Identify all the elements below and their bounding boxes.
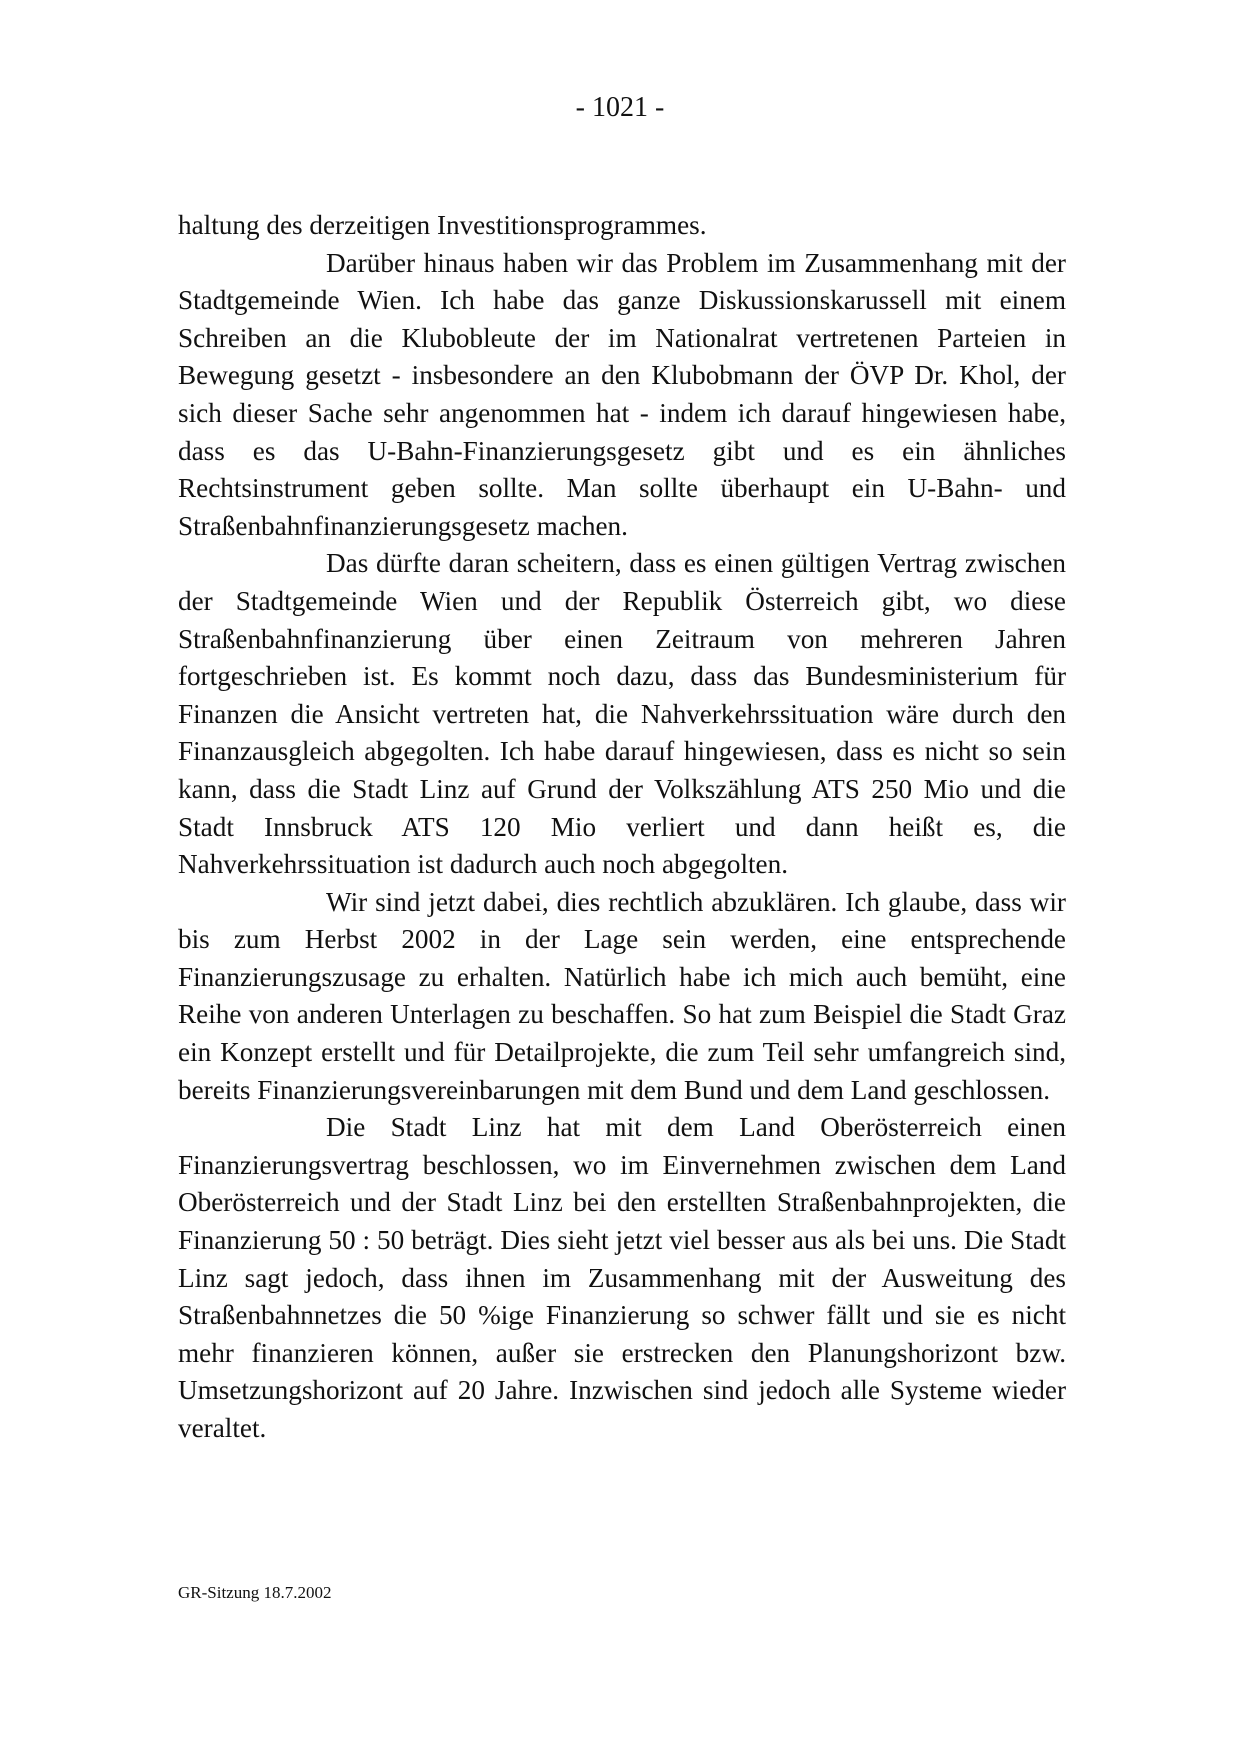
paragraph: Die Stadt Linz hat mit dem Land Oberösterreich einen Finanzierungsvertrag beschlossen, wo im Einvernehmen zwischen dem Land Oberösterreich und der Stadt Linz bei den erstellten Straßenbahnprojekten, die Finanzierung 50 : 50 beträgt. Dies sieht jetzt viel besser aus als bei uns. Die Stadt Linz sagt jedoch, dass ihnen im Zusammenhang mit der Ausweitung des Straßenbahnnetzes die 50 %ige Finanzierung so schwer fällt und sie es nicht mehr finanzieren können, außer sie erstrecken den Planungshorizont bzw. Umsetzungshorizont auf 20 Jahre. Inzwischen sind jedoch alle Systeme wieder veraltet. (178, 1112, 1066, 1443)
paragraph: Darüber hinaus haben wir das Problem im Zusammenhang mit der Stadtgemeinde Wien. Ich habe das ganze Diskussionskarussell mit einem Schreiben an die Klubobleute der im Nationalrat vertretenen Parteien in Bewegung gesetzt - insbesondere an den Klubobmann der ÖVP Dr. Khol, der sich dieser Sache sehr angenommen hat - indem ich darauf hingewiesen habe, dass es das U-Bahn-Finanzierungsgesetz gibt und es ein ähnliches Rechtsinstrument geben sollte. Man sollte überhaupt ein U-Bahn- und Straßenbahnfinanzierungsgesetz machen. (178, 247, 1066, 541)
paragraph: Das dürfte daran scheitern, dass es einen gültigen Vertrag zwischen der Stadtgemeinde Wien und der Republik Österreich gibt, wo diese Straßenbahnfinanzierung über einen Zeitraum von mehreren Jahren fortgeschrieben ist. Es kommt noch dazu, dass das Bundesministerium für Finanzen die Ansicht vertreten hat, die Nahverkehrssituation wäre durch den Finanzausgleich abgegolten. Ich habe darauf hingewiesen, dass es nicht so sein kann, dass die Stadt Linz auf Grund der Volkszählung ATS 250 Mio und die Stadt Innsbruck ATS 120 Mio verliert und dann heißt es, die Nahverkehrssituation ist dadurch auch noch abgegolten. (178, 548, 1066, 880)
paragraph: Wir sind jetzt dabei, dies rechtlich abzuklären. Ich glaube, dass wir bis zum Herbst 2002 in der Lage sein werden, eine entsprechende Finanzierungszusage zu erhalten. Natürlich habe ich mich auch bemüht, eine Reihe von anderen Unterlagen zu beschaffen. So hat zum Beispiel die Stadt Graz ein Konzept erstellt und für Detailprojekte, die zum Teil sehr umfangreich sind, bereits Finanzierungsvereinbarungen mit dem Bund und dem Land geschlossen. (178, 886, 1066, 1105)
footer-session-date: GR-Sitzung 18.7.2002 (178, 1583, 332, 1602)
page-number: - 1021 - (575, 92, 665, 123)
document-body (178, 207, 1066, 1448)
paragraph-continuation: haltung des derzeitigen Investitionsprogrammes. (178, 210, 707, 240)
